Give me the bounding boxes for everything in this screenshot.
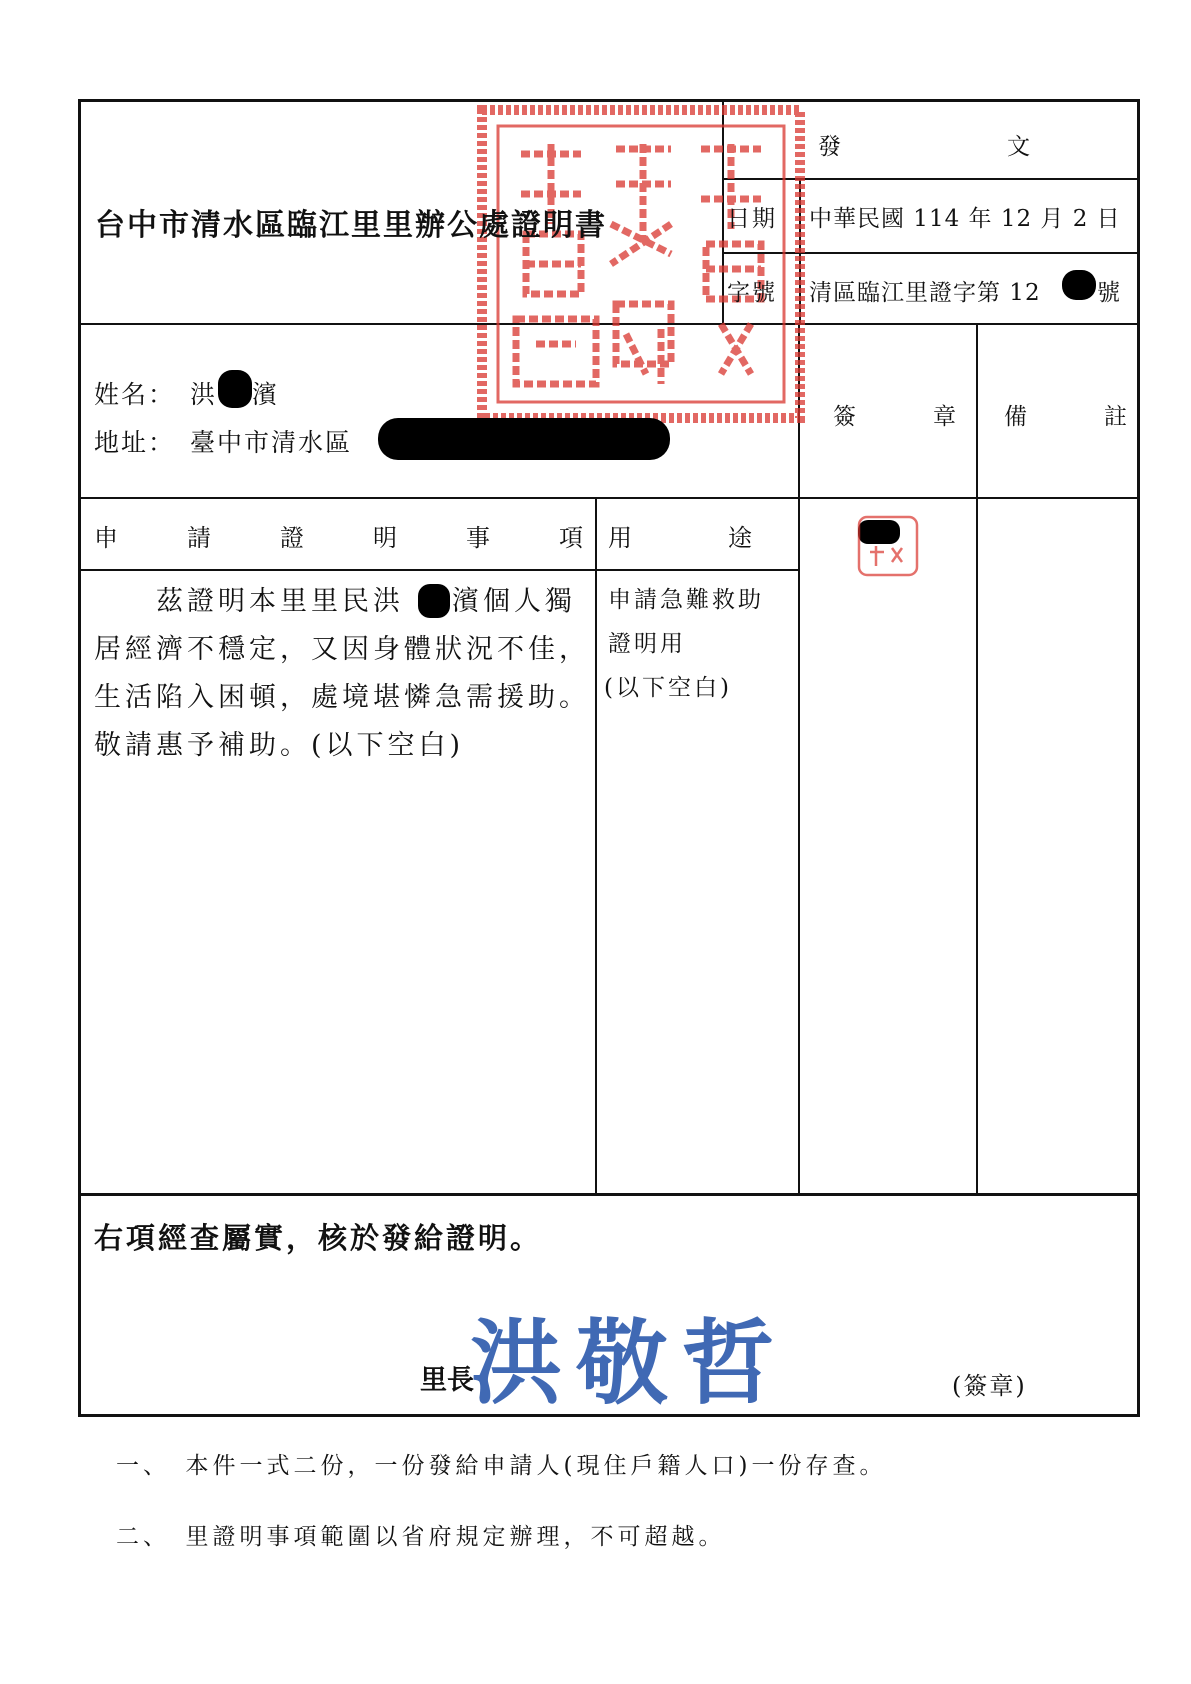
footnote-2: 二、 里證明事項範圍以省府規定辦理，不可超越。 xyxy=(116,1524,726,1550)
matter-line-1b: 濱個人獨 xyxy=(452,586,576,617)
rule-body-bottom xyxy=(78,1193,1140,1196)
rule-remark-left xyxy=(976,323,978,1194)
matter-line-1: 茲證明本里里民洪 xyxy=(94,586,404,617)
matter-line-2: 居經濟不穩定，又因身體狀況不佳， xyxy=(94,634,590,665)
number-redaction xyxy=(1062,270,1096,300)
issue-header: 發 文 xyxy=(818,134,1034,160)
matter-header-char-1: 申 xyxy=(94,524,118,552)
purpose-line-2: 證明用 xyxy=(608,631,686,657)
remark-column-header: 備 註 xyxy=(1004,404,1129,430)
number-value-prefix: 清區臨江里證字第 12 xyxy=(809,280,1041,306)
matter-line-4: 敬請惠予補助。(以下空白) xyxy=(94,730,465,761)
address-redaction xyxy=(378,418,670,460)
signature-suffix: (簽章) xyxy=(952,1372,1027,1400)
matter-line-3: 生活陷入困頓，處境堪憐急需援助。 xyxy=(94,682,590,713)
personal-seal-stamp xyxy=(856,514,920,578)
date-value: 中華民國 114 年 12 月 2 日 xyxy=(809,206,1121,232)
office-seal-stamp xyxy=(476,104,806,424)
name-label: 姓名： xyxy=(94,380,176,409)
certify-statement: 右項經查屬實，核於發給證明。 xyxy=(94,1221,543,1255)
number-label: 字號 xyxy=(727,280,777,306)
rule-sign-left xyxy=(798,323,800,1194)
matter-header-char-2: 請 xyxy=(187,524,211,552)
chief-label: 里長 xyxy=(420,1365,474,1396)
name-first: 洪 xyxy=(190,380,218,409)
rule-purpose-left xyxy=(595,497,597,1194)
sign-column-header: 簽 章 xyxy=(833,404,958,430)
number-value-suffix: 號 xyxy=(1097,280,1122,306)
footnote-1: 一、 本件一式二份，一份發給申請人(現住戶籍人口)一份存查。 xyxy=(116,1453,887,1479)
address-value: 臺中市清水區 xyxy=(190,428,353,457)
purpose-column-header: 用 途 xyxy=(608,524,752,552)
matter-name-redaction xyxy=(418,584,450,618)
purpose-line-3: (以下空白) xyxy=(604,675,732,701)
name-last: 濱 xyxy=(252,380,280,409)
chief-signature: 洪敬哲 xyxy=(470,1309,789,1417)
date-label: 日期 xyxy=(727,206,777,232)
rule-applicant-bottom xyxy=(78,497,1140,499)
rule-column-header-bottom xyxy=(78,569,798,571)
matter-header-char-3: 證 xyxy=(280,524,304,552)
matter-header-char-4: 明 xyxy=(373,524,397,552)
document-title: 台中市清水區臨江里里辦公處證明書 xyxy=(95,208,607,243)
matter-header-char-5: 事 xyxy=(466,524,490,552)
name-redaction xyxy=(218,370,252,408)
matter-header-char-6: 項 xyxy=(559,524,583,552)
address-label: 地址： xyxy=(94,428,176,457)
purpose-line-1: 申請急難救助 xyxy=(608,587,764,613)
